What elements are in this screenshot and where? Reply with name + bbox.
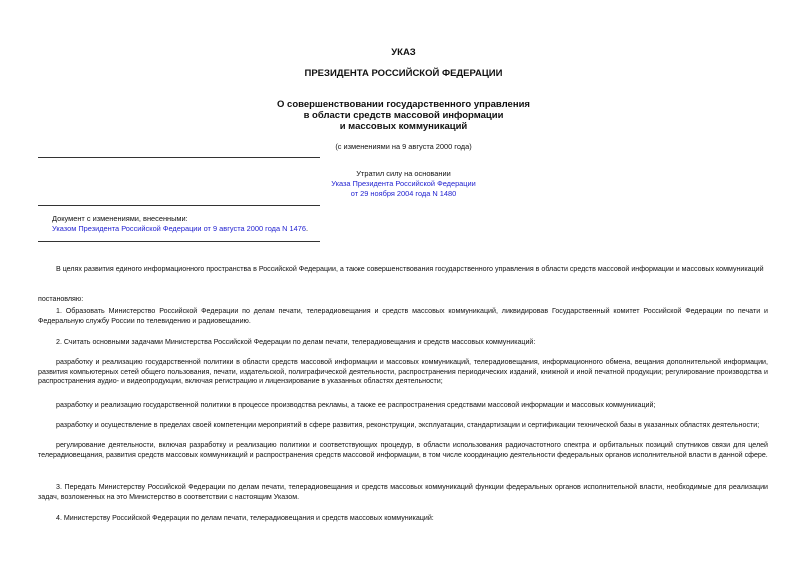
body-paragraph: постановляю: <box>38 295 84 303</box>
amendments-label: Документ с изменениями, внесенными: <box>52 214 188 223</box>
repeal-link-date[interactable]: от 29 ноября 2004 года N 1480 <box>350 189 457 198</box>
body-paragraph: 1. Образовать Министерство Российской Федерации по делам печати, телерадиовещания и средств массовых коммуникаций, ликвидировав Государственный комитет Российской Федерации по печати и Федеральную службу России по телевидению и радиовещанию. <box>38 307 768 325</box>
amendment-suffix: . <box>305 224 309 233</box>
title-line: О совершенствовании государственного управления <box>277 99 530 110</box>
issuer-heading: ПРЕЗИДЕНТА РОССИЙСКОЙ ФЕДЕРАЦИИ <box>304 68 503 79</box>
amendments-block <box>52 214 308 234</box>
body-paragraph: 4. Министерству Российской Федерации по делам печати, телерадиовещания и средств массовых коммуникаций: <box>56 514 434 522</box>
body-paragraph: регулирование деятельности, включая разработку и реализацию политики и соответствующих процедур, в области использования радиочастотного спектра и орбитальных позиций спутников связи для целей телерадиовещания, развития средств массовых коммуникаций и распространения средств массовой информации, в том числе координацию деятельности федеральных органов исполнительной власти в данной сфере. <box>38 441 768 459</box>
body-paragraph: 2. Считать основными задачами Министерства Российской Федерации по делам печати, телерадиовещания и средств массовых коммуникаций: <box>56 338 536 346</box>
decree-heading: УКАЗ <box>391 47 416 58</box>
amendment-link[interactable]: Указом Президента Российской Федерации от 9 августа 2000 года N 1476 <box>52 224 306 233</box>
amended-note: (с изменениями на 9 августа 2000 года) <box>335 142 472 151</box>
body-paragraph: разработку и реализацию государственной политики в области средств массовой информации и массовых коммуникаций, телерадиовещания, информационного обмена, вещания дополнительной информации, развития компьютерных сетей общего пользования, печати, издательской, полиграфической деятельности, распространения периодических изданий, книжной и иной печатной продукции; регулирование производства и распространения аудио- и видеопродукции, включая регистрацию и лицензирование в указанных областях деятельности; <box>38 358 768 386</box>
title-line: и массовых коммуникаций <box>339 121 468 132</box>
title-line: в области средств массовой информации <box>303 110 504 121</box>
repeal-label: Утратил силу на основании <box>356 169 451 178</box>
repeal-link[interactable]: Указа Президента Российской Федерации <box>331 179 476 188</box>
body-paragraph: 3. Передать Министерству Российской Федерации по делам печати, телерадиовещания и средств массовых коммуникаций функции федеральных органов исполнительной власти, необходимые для реализации задач, возложенных на это Министерство в соответствии с настоящим Указом. <box>38 483 768 501</box>
divider <box>38 241 320 242</box>
document-title <box>0 99 807 132</box>
body-paragraph: В целях развития единого информационного пространства в Российской Федерации, а также совершенствования государственного управления в области средств массовой информации и массовых коммуникаций <box>56 265 764 273</box>
body-paragraph: разработку и осуществление в пределах своей компетенции мероприятий в сфере развития, реконструкции, эксплуатации, стандартизации и сертификации технической базы в указанных областях деятельности; <box>56 421 760 429</box>
body-paragraph: разработку и реализацию государственной политики в процессе производства рекламы, а также ее распространения средствами массовой информации и массовых коммуникаций; <box>56 401 656 409</box>
repeal-status <box>0 169 807 199</box>
divider <box>38 157 320 158</box>
divider <box>38 205 320 206</box>
amendments-line <box>52 224 308 234</box>
